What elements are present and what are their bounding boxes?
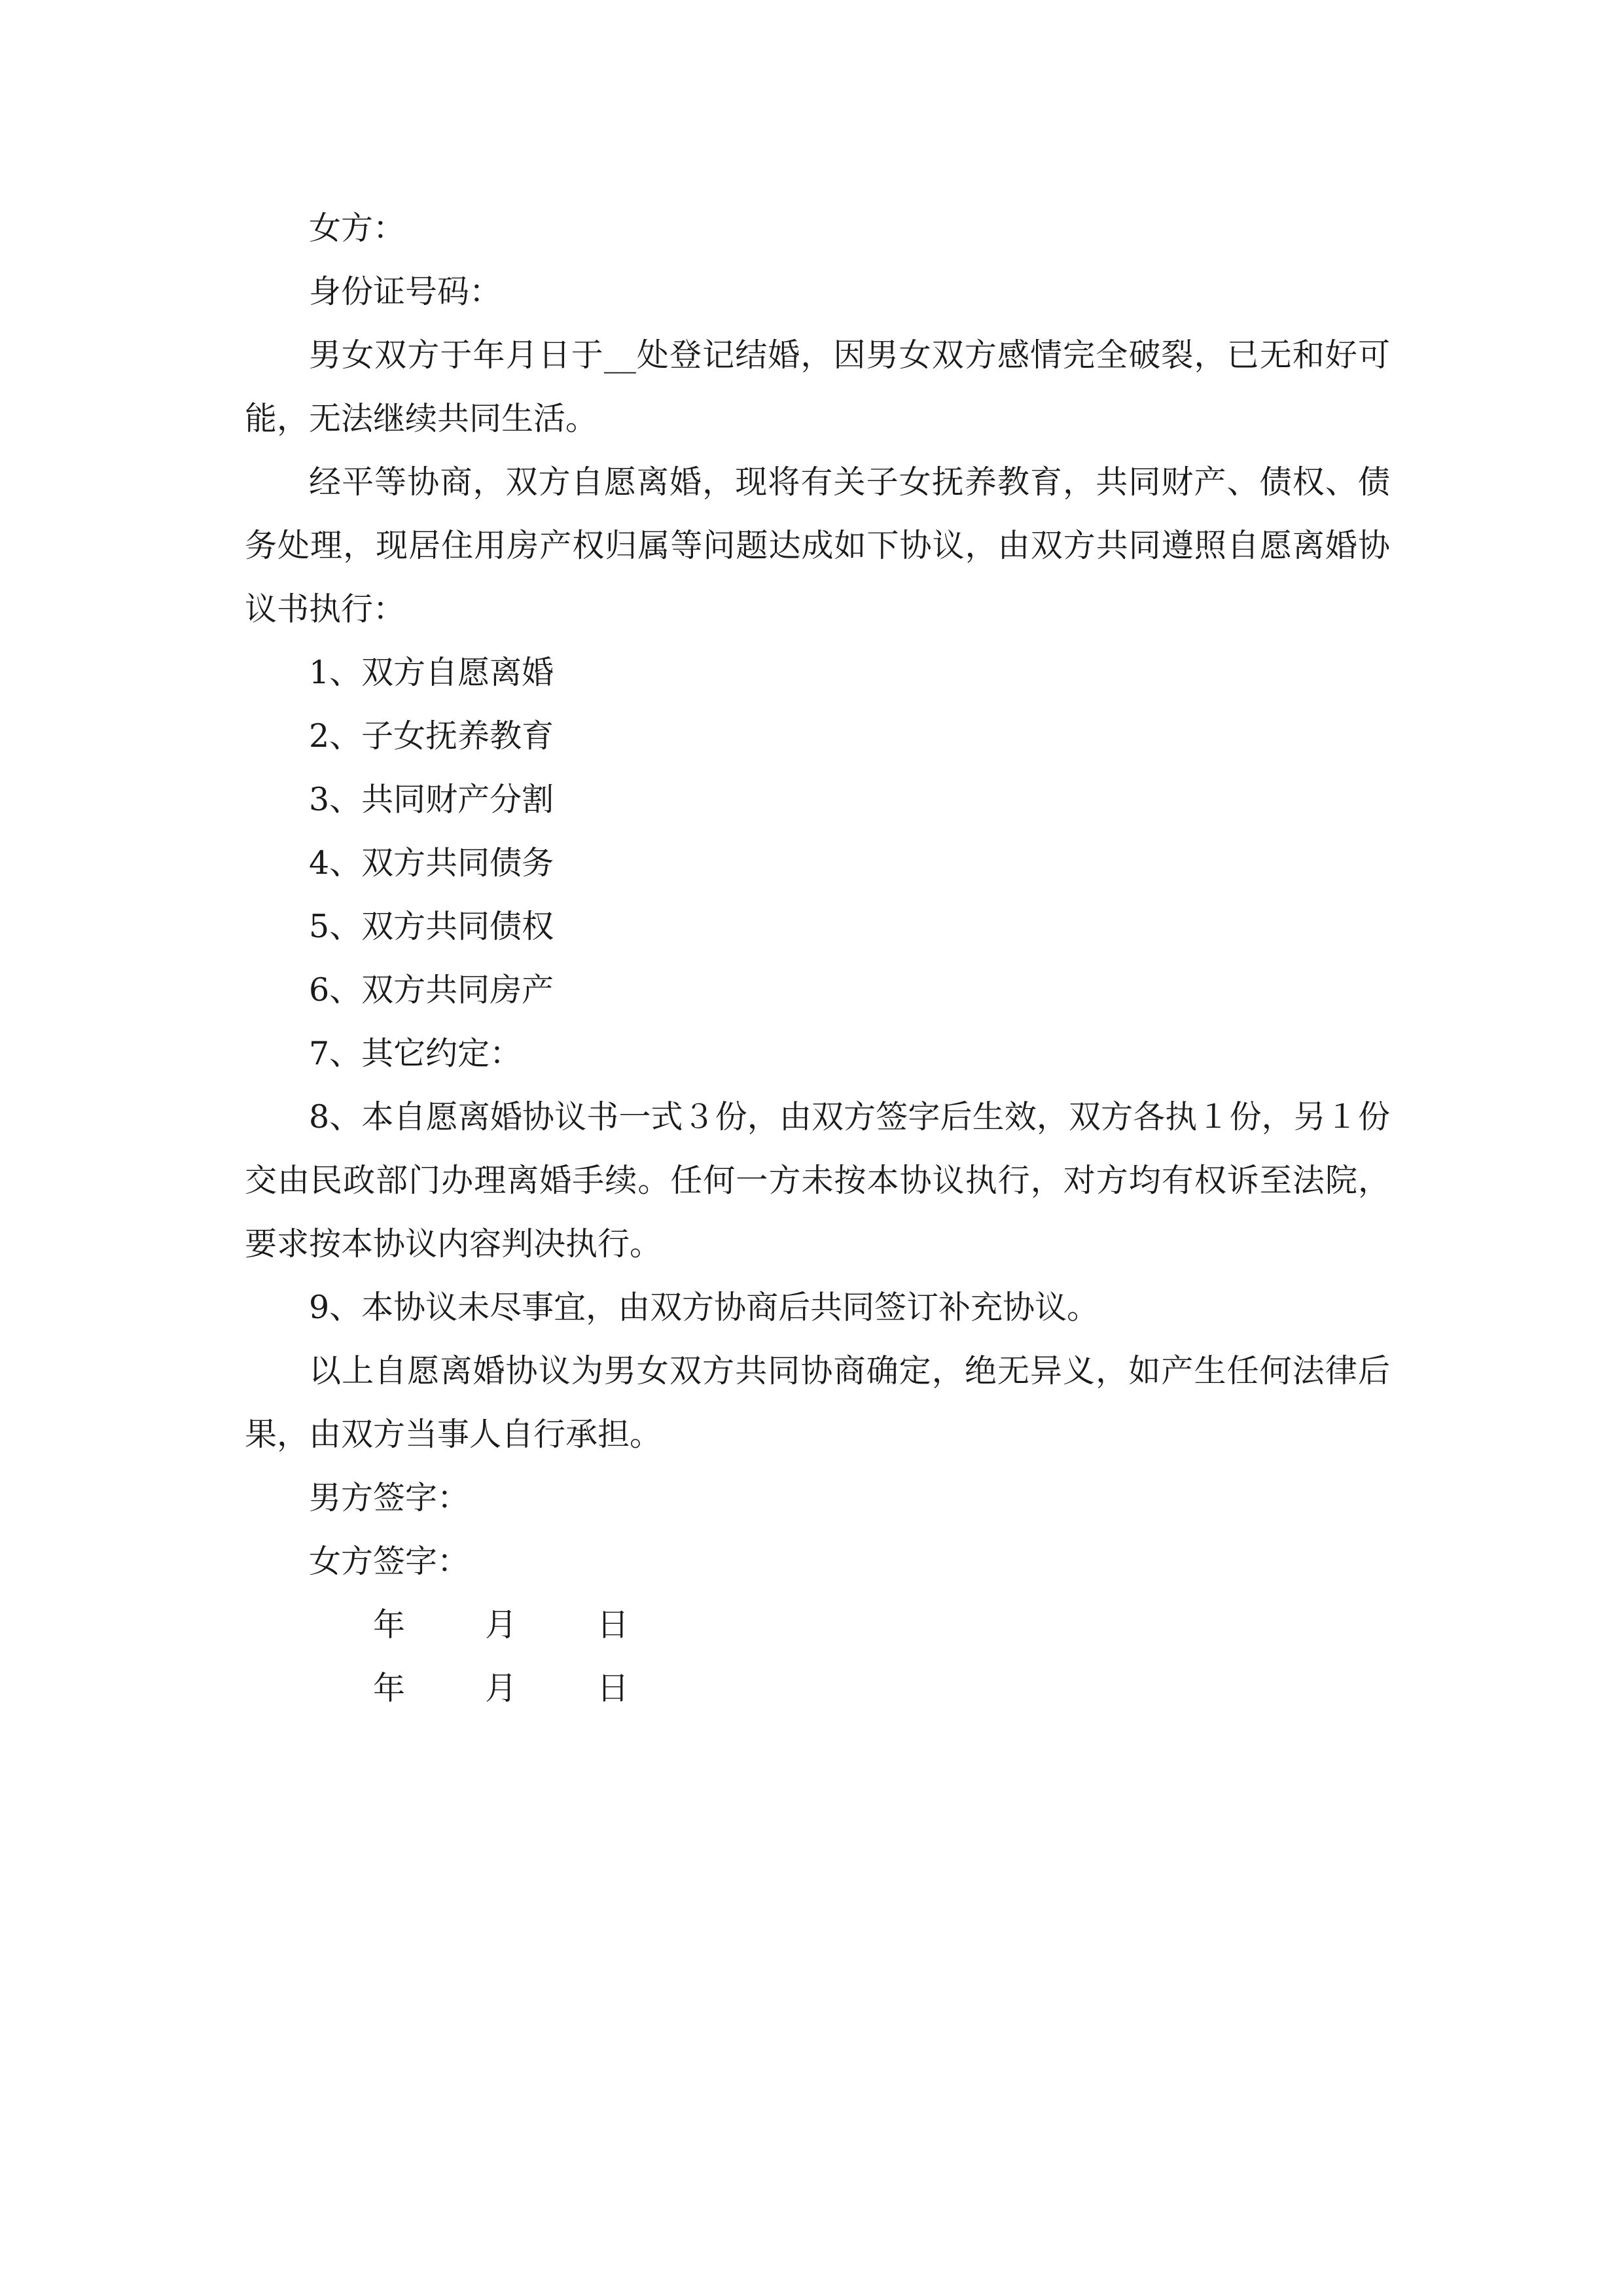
consultation-paragraph: 经平等协商，双方自愿离婚，现将有关子女抚养教育，共同财产、债权、债务处理，现居住用房产权归属等问题达成如下协议，由双方共同遵照自愿离婚协议书执行： — [245, 463, 1390, 628]
female-signature-line: 女方签字： — [309, 1543, 470, 1580]
date-month: 月 — [485, 1670, 518, 1707]
female-party-line: 女方： — [309, 209, 406, 247]
date-month: 月 — [485, 1606, 518, 1643]
agreement-item: 9、本协议未尽事宜，由双方协商后共同签订补充协议。 — [309, 1289, 1099, 1326]
agreement-item: 3、共同财产分割 — [309, 781, 554, 818]
agreement-item: 4、双方共同债务 — [309, 844, 554, 882]
date-line — [245, 1593, 1390, 1657]
date-day: 日 — [597, 1606, 630, 1643]
agreement-item: 2、子女抚养教育 — [309, 717, 554, 755]
agreement-item: 6、双方共同房产 — [309, 971, 554, 1009]
agreement-item: 5、双方共同债权 — [309, 908, 554, 945]
id-number-line: 身份证号码： — [309, 273, 502, 310]
date-day: 日 — [597, 1670, 630, 1707]
male-signature-line: 男方签字： — [309, 1479, 470, 1516]
conclusion-paragraph: 以上自愿离婚协议为男女双方共同协商确定，绝无异义，如产生任何法律后果，由双方当事人自行承担。 — [245, 1352, 1390, 1453]
agreement-item: 7、其它约定： — [309, 1035, 522, 1072]
agreement-body — [245, 196, 1390, 1720]
date-line — [245, 1657, 1390, 1720]
marriage-paragraph: 男女双方于年月日于__处登记结婚，因男女双方感情完全破裂，已无和好可能，无法继续共同生活。 — [245, 336, 1390, 437]
date-year: 年 — [373, 1670, 406, 1707]
agreement-item: 1、双方自愿离婚 — [309, 654, 554, 691]
date-year: 年 — [373, 1606, 406, 1643]
agreement-item: 8、本自愿离婚协议书一式３份，由双方签字后生效，双方各执１份，另１份交由民政部门办理离婚手续。任何一方未按本协议执行，对方均有权诉至法院，要求按本协议内容判决执行。 — [245, 1098, 1390, 1263]
